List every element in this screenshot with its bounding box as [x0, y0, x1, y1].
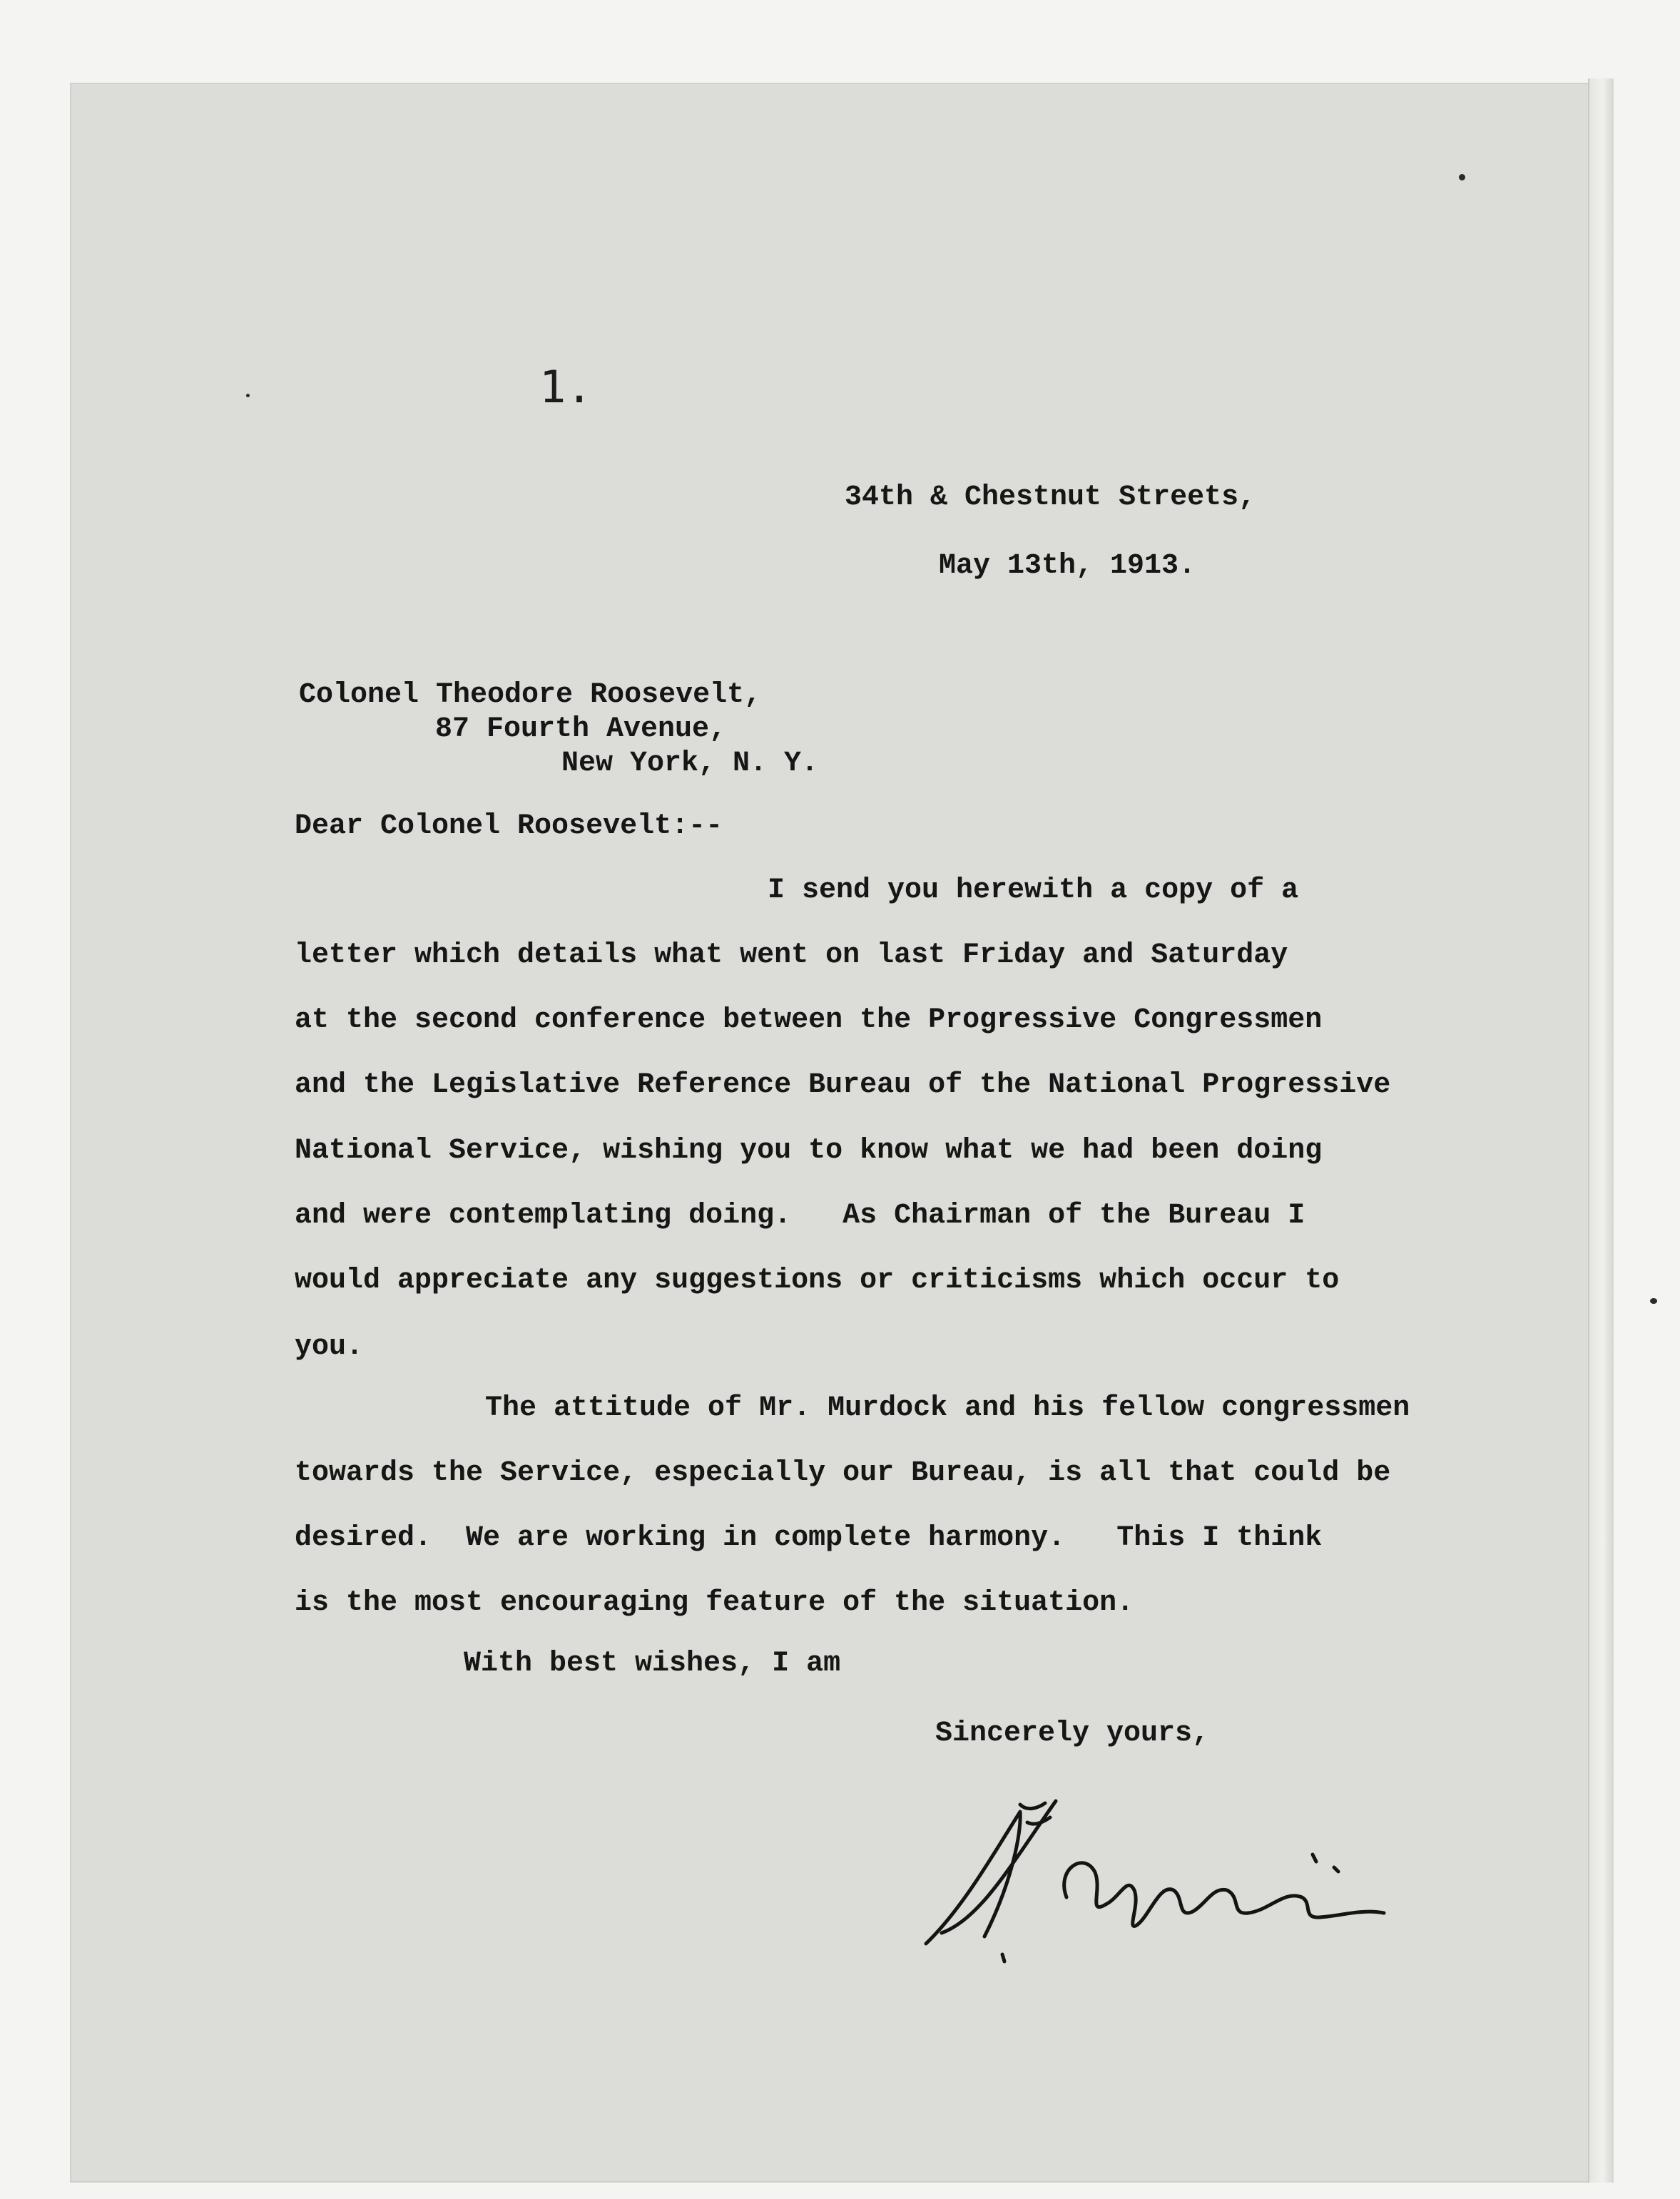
recipient-street: 87 Fourth Avenue,: [435, 713, 727, 745]
paragraph-1-line: you.: [295, 1331, 364, 1363]
ink-speck: [1650, 1298, 1657, 1304]
return-address: 34th & Chestnut Streets,: [845, 481, 1256, 514]
letter-date: May 13th, 1913.: [939, 550, 1196, 582]
recipient-city: New York, N. Y.: [561, 748, 819, 780]
paragraph-2-line: towards the Service, especially our Bureau, is all that could be: [295, 1457, 1391, 1489]
signature-stroke: [1002, 1954, 1004, 1961]
paragraph-1-line: I send you herewith a copy of a: [768, 874, 1299, 907]
recipient-name: Colonel Theodore Roosevelt,: [299, 679, 762, 711]
paragraph-2-line: is the most encouraging feature of the situation.: [295, 1587, 1134, 1619]
paragraph-1-line: at the second conference between the Progressive Congressmen: [295, 1004, 1323, 1036]
page-number-mark: 1.: [539, 361, 593, 413]
paragraph-2-line: desired. We are working in complete harmony. This I think: [295, 1522, 1323, 1554]
underlying-sheet-edge: [1588, 78, 1614, 2183]
signature-stroke: [942, 1801, 1056, 1933]
paragraph-1-line: and were contemplating doing. As Chairman of the Bureau I: [295, 1200, 1305, 1232]
salutation: Dear Colonel Roosevelt:--: [295, 810, 723, 842]
paragraph-1-line: would appreciate any suggestions or criticisms which occur to: [295, 1265, 1340, 1297]
paragraph-2-line: The attitude of Mr. Murdock and his fellow congressmen: [485, 1392, 1410, 1424]
closing-line: With best wishes, I am: [464, 1648, 841, 1680]
paragraph-1-line: and the Legislative Reference Bureau of the National Progressive: [295, 1069, 1391, 1101]
signature-stroke: [1064, 1863, 1384, 1927]
ink-speck: [246, 394, 250, 397]
handwritten-signature: [913, 1783, 1405, 1969]
signature-stroke: [926, 1812, 1020, 1944]
paragraph-1-line: letter which details what went on last Friday and Saturday: [295, 939, 1288, 971]
signature-stroke: [1313, 1854, 1338, 1872]
complimentary-close: Sincerely yours,: [935, 1718, 1210, 1750]
paragraph-1-line: National Service, wishing you to know what we had been doing: [295, 1135, 1323, 1167]
ink-speck: [1459, 174, 1465, 180]
